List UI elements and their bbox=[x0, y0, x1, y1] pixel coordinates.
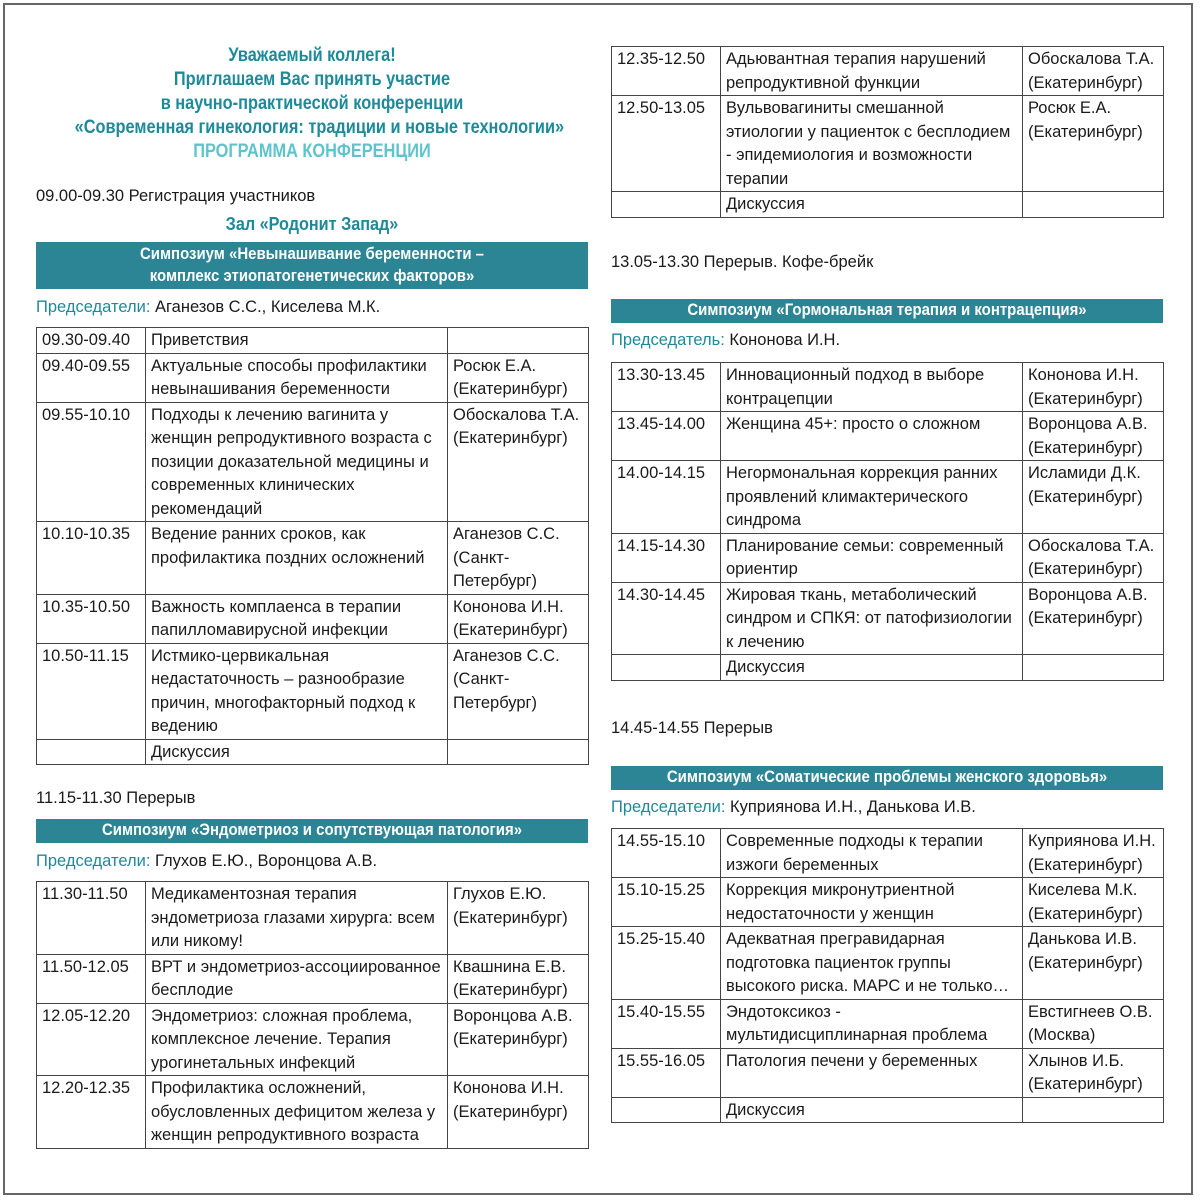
table-row bbox=[37, 739, 589, 765]
title-cell: Истмико-цервикальная недастаточность – разнообразие причин, многофакторный подход к ведению bbox=[146, 643, 448, 739]
time-cell: 15.25-15.40 bbox=[612, 927, 721, 1000]
symposium-2-table bbox=[36, 881, 589, 1149]
table-row bbox=[37, 954, 589, 1003]
time-cell: 12.50-13.05 bbox=[612, 96, 721, 192]
time-cell: 14.00-14.15 bbox=[612, 461, 721, 534]
table-row bbox=[37, 402, 589, 522]
symposium-4-table bbox=[611, 828, 1164, 1123]
time-cell: 14.55-15.10 bbox=[612, 829, 721, 878]
chairs-names: Глухов Е.Ю., Воронцова А.В. bbox=[150, 852, 378, 870]
speaker-cell: Хлынов И.Б. (Екатеринбург) bbox=[1023, 1048, 1164, 1097]
time-cell: 11.30-11.50 bbox=[37, 882, 146, 955]
symposium-1-table bbox=[36, 327, 589, 765]
time-cell: 12.20-12.35 bbox=[37, 1076, 146, 1149]
speaker-cell: Данькова И.В. (Екатеринбург) bbox=[1023, 927, 1164, 1000]
speaker-cell: Аганезов С.С. (Санкт-Петербург) bbox=[448, 522, 589, 595]
table-row bbox=[37, 643, 589, 739]
table-row bbox=[612, 192, 1164, 218]
chairs-names: Аганезов С.С., Киселева М.К. bbox=[150, 298, 381, 316]
title-cell: Профилактика осложнений, обусловленных дефицитом железа у женщин репродуктивного возраста bbox=[146, 1076, 448, 1149]
speaker-cell: Кононова И.Н. (Екатеринбург) bbox=[1023, 363, 1164, 412]
title-cell: Женщина 45+: просто о сложном bbox=[721, 412, 1023, 461]
title-cell: Дискуссия bbox=[146, 739, 448, 765]
time-cell: 09.30-09.40 bbox=[37, 328, 146, 354]
time-cell: 10.50-11.15 bbox=[37, 643, 146, 739]
title-cell: Приветствия bbox=[146, 328, 448, 354]
time-cell: 11.50-12.05 bbox=[37, 954, 146, 1003]
speaker-cell: Обоскалова Т.А. (Екатеринбург) bbox=[448, 402, 589, 522]
time-cell bbox=[612, 655, 721, 681]
chairs-label: Председатель: bbox=[611, 331, 725, 349]
symposium-title-line: Симпозиум «Невынашивание беременности – bbox=[139, 244, 485, 263]
table-row bbox=[612, 47, 1164, 96]
title-cell: Дискуссия bbox=[721, 192, 1023, 218]
title-cell: Патология печени у беременных bbox=[721, 1048, 1023, 1097]
speaker-cell bbox=[1023, 192, 1164, 218]
table-row bbox=[612, 96, 1164, 192]
table-row bbox=[37, 353, 589, 402]
time-cell bbox=[612, 1097, 721, 1123]
speaker-cell bbox=[1023, 655, 1164, 681]
symposium-2-chairs bbox=[36, 851, 377, 871]
symposium-3-table bbox=[611, 362, 1164, 681]
table-row bbox=[612, 363, 1164, 412]
header-line: Уважаемый коллега! bbox=[228, 45, 396, 66]
symposium-title-line: комплекс этиопатогенетических факторов» bbox=[149, 266, 475, 285]
speaker-cell: Аганезов С.С. (Санкт-Петербург) bbox=[448, 643, 589, 739]
speaker-cell: Кононова И.Н. (Екатеринбург) bbox=[448, 1076, 589, 1149]
title-cell: Негормональная коррекция ранних проявлений климактерического синдрома bbox=[721, 461, 1023, 534]
time-cell: 09.55-10.10 bbox=[37, 402, 146, 522]
title-cell: Инновационный подход в выборе контрацепции bbox=[721, 363, 1023, 412]
table-row bbox=[612, 655, 1164, 681]
table-row bbox=[37, 328, 589, 354]
symposium-3-title bbox=[611, 299, 1163, 323]
time-cell: 10.10-10.35 bbox=[37, 522, 146, 595]
symposium-2-table-continued bbox=[611, 46, 1164, 218]
speaker-cell: Евстигнеев О.В. (Москва) bbox=[1023, 999, 1164, 1048]
time-cell bbox=[37, 739, 146, 765]
title-cell: Адекватная прегравидарная подготовка пациенток группы высокого риска. МАРС и не только… bbox=[721, 927, 1023, 1000]
title-cell: Жировая ткань, метаболический синдром и СПКЯ: от патофизиологии к лечению bbox=[721, 582, 1023, 655]
speaker-cell: Глухов Е.Ю. (Екатеринбург) bbox=[448, 882, 589, 955]
header-line: Приглашаем Вас принять участие bbox=[173, 69, 451, 90]
time-cell: 15.55-16.05 bbox=[612, 1048, 721, 1097]
speaker-cell: Кононова И.Н. (Екатеринбург) bbox=[448, 594, 589, 643]
table-row bbox=[612, 582, 1164, 655]
title-cell: Адьювантная терапия нарушений репродуктивной функции bbox=[721, 47, 1023, 96]
table-row bbox=[612, 878, 1164, 927]
title-cell: Дискуссия bbox=[721, 1097, 1023, 1123]
header-line: в научно-практической конференции bbox=[160, 93, 464, 114]
time-cell: 15.40-15.55 bbox=[612, 999, 721, 1048]
table-row bbox=[612, 999, 1164, 1048]
title-cell: Дискуссия bbox=[721, 655, 1023, 681]
speaker-cell: Росюк Е.А. (Екатеринбург) bbox=[448, 353, 589, 402]
title-cell: Современные подходы к терапии изжоги беременных bbox=[721, 829, 1023, 878]
table-row bbox=[37, 522, 589, 595]
symposium-1-chairs bbox=[36, 297, 380, 317]
table-row bbox=[37, 1003, 589, 1076]
speaker-cell: Квашнина Е.В. (Екатеринбург) bbox=[448, 954, 589, 1003]
speaker-cell: Воронцова А.В. (Екатеринбург) bbox=[1023, 582, 1164, 655]
time-cell: 09.40-09.55 bbox=[37, 353, 146, 402]
break-line: 14.45-14.55 Перерыв bbox=[611, 719, 773, 737]
header-line: «Современная гинекология: традиции и новые технологии» bbox=[74, 117, 565, 138]
chairs-label: Председатели: bbox=[36, 852, 151, 870]
time-cell: 12.05-12.20 bbox=[37, 1003, 146, 1076]
symposium-title-line: Симпозиум «Соматические проблемы женского здоровья» bbox=[666, 767, 1108, 786]
symposium-1-title bbox=[36, 242, 588, 289]
time-cell: 13.45-14.00 bbox=[612, 412, 721, 461]
title-cell: Медикаментозная терапия эндометриоза глазами хирурга: всем или никому! bbox=[146, 882, 448, 955]
symposium-4-title bbox=[611, 766, 1163, 790]
time-cell: 14.15-14.30 bbox=[612, 533, 721, 582]
table-row bbox=[612, 829, 1164, 878]
table-row bbox=[612, 461, 1164, 534]
registration-line: 09.00-09.30 Регистрация участников bbox=[36, 187, 316, 205]
title-cell: Коррекция микронутриентной недостаточности у женщин bbox=[721, 878, 1023, 927]
table-row bbox=[612, 412, 1164, 461]
speaker-cell: Обоскалова Т.А. (Екатеринбург) bbox=[1023, 533, 1164, 582]
table-row bbox=[612, 1097, 1164, 1123]
time-cell bbox=[612, 192, 721, 218]
table-row bbox=[612, 927, 1164, 1000]
symposium-3-chairs bbox=[611, 330, 840, 350]
program-title: ПРОГРАММА КОНФЕРЕНЦИИ bbox=[193, 141, 431, 162]
time-cell: 12.35-12.50 bbox=[612, 47, 721, 96]
speaker-cell: Воронцова А.В. (Екатеринбург) bbox=[1023, 412, 1164, 461]
chairs-names: Кононова И.Н. bbox=[724, 331, 841, 349]
speaker-cell bbox=[448, 328, 589, 354]
speaker-cell: Киселева М.К. (Екатеринбург) bbox=[1023, 878, 1164, 927]
speaker-cell bbox=[1023, 1097, 1164, 1123]
time-cell: 14.30-14.45 bbox=[612, 582, 721, 655]
title-cell: Ведение ранних сроков, как профилактика поздних осложнений bbox=[146, 522, 448, 595]
break-line: 11.15-11.30 Перерыв bbox=[36, 789, 196, 807]
symposium-2-title bbox=[36, 819, 588, 843]
symposium-title-line: Симпозиум «Эндометриоз и сопутствующая патология» bbox=[101, 820, 523, 839]
speaker-cell: Росюк Е.А. (Екатеринбург) bbox=[1023, 96, 1164, 192]
symposium-title-line: Симпозиум «Гормональная терапия и контрацепция» bbox=[687, 300, 1087, 319]
chairs-label: Председатели: bbox=[36, 298, 151, 316]
title-cell: Важность комплаенса в терапии папилломавирусной инфекции bbox=[146, 594, 448, 643]
symposium-4-chairs bbox=[611, 797, 976, 817]
title-cell: Эндотоксикоз - мультидисциплинарная проблема bbox=[721, 999, 1023, 1048]
table-row bbox=[37, 594, 589, 643]
title-cell: Эндометриоз: сложная проблема, комплексное лечение. Терапия урогинетальных инфекций bbox=[146, 1003, 448, 1076]
hall-title: Зал «Родонит Запад» bbox=[225, 214, 399, 234]
invitation-header bbox=[36, 44, 588, 164]
table-row bbox=[612, 533, 1164, 582]
speaker-cell: Воронцова А.В. (Екатеринбург) bbox=[448, 1003, 589, 1076]
time-cell: 15.10-15.25 bbox=[612, 878, 721, 927]
coffee-break-line: 13.05-13.30 Перерыв. Кофе-брейк bbox=[611, 253, 874, 271]
table-row bbox=[37, 1076, 589, 1149]
time-cell: 13.30-13.45 bbox=[612, 363, 721, 412]
chairs-names: Куприянова И.Н., Данькова И.В. bbox=[725, 798, 976, 816]
table-row bbox=[37, 882, 589, 955]
table-row bbox=[612, 1048, 1164, 1097]
title-cell: Планирование семьи: современный ориентир bbox=[721, 533, 1023, 582]
speaker-cell: Обоскалова Т.А. (Екатеринбург) bbox=[1023, 47, 1164, 96]
speaker-cell bbox=[448, 739, 589, 765]
speaker-cell: Куприянова И.Н. (Екатеринбург) bbox=[1023, 829, 1164, 878]
title-cell: Актуальные способы профилактики невынашивания беременности bbox=[146, 353, 448, 402]
time-cell: 10.35-10.50 bbox=[37, 594, 146, 643]
chairs-label: Председатели: bbox=[611, 798, 726, 816]
title-cell: ВРТ и эндометриоз-ассоциированное бесплодие bbox=[146, 954, 448, 1003]
speaker-cell: Исламиди Д.К. (Екатеринбург) bbox=[1023, 461, 1164, 534]
title-cell: Подходы к лечению вагинита у женщин репродуктивного возраста с позиции доказательной медицины и современных клинических рекомендаций bbox=[146, 402, 448, 522]
title-cell: Вульвовагиниты смешанной этиологии у пациенток с бесплодием - эпидемиология и возможности терапии bbox=[721, 96, 1023, 192]
